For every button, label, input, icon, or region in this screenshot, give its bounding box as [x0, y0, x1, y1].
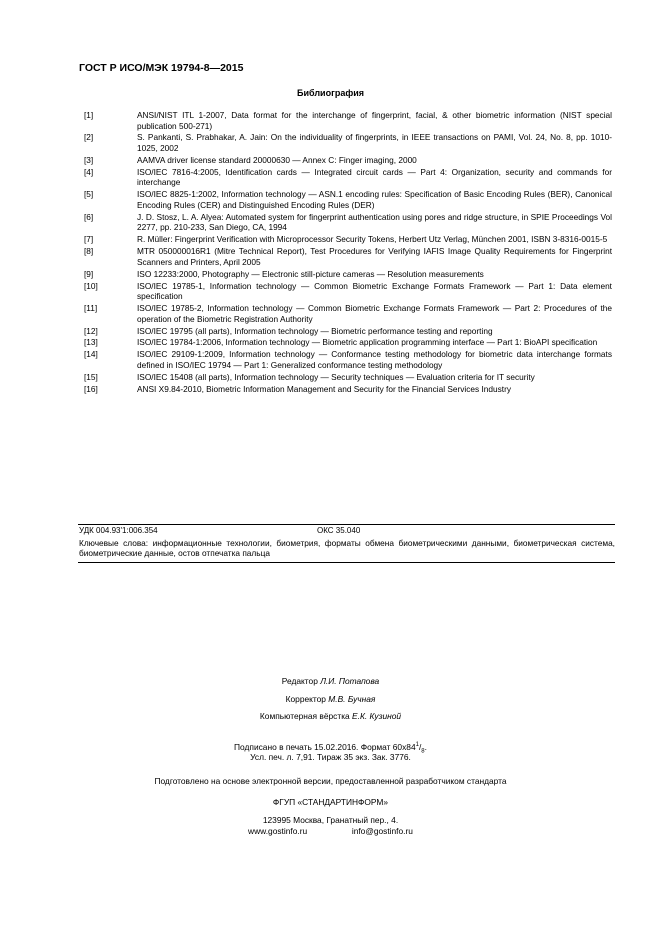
bibliography-entry: [84, 303, 612, 324]
signed-line: Подписано в печать 15.02.2016. Формат $60x84^1/_8$.: [234, 741, 427, 755]
bibliography-list: [84, 110, 612, 396]
entry-text: ISO/IEC 7816-4:2005, Identification cards — Integrated circuit cards — Part 4: Organization, security and commands for interchange: [137, 166, 612, 188]
bibliography-entry: [84, 349, 612, 370]
entry-number: [1]: [84, 110, 94, 120]
entry-text: J. D. Stosz, L. A. Alyea: Automated system for fingerprint authentication using pores and ridge structure, in SPIE Proceedings Vol 2277, pp. 210-233, San Diego, CA, 1994: [137, 211, 612, 233]
layout-name: Е.К. Кузиной: [352, 711, 402, 721]
address: 123995 Москва, Гранатный пер., 4.: [262, 815, 399, 825]
entry-text: ISO 12233:2000, Photography — Electronic still-picture cameras — Resolution measurements: [137, 268, 484, 279]
entry-number: [7]: [84, 234, 94, 245]
entry-number: [14]: [84, 349, 98, 360]
entry-text: ISO/IEC 19785-2, Information technology — Common Biometric Exchange Formats Framework — Part 2: Procedures of the operation of the Biometric Registration Authority: [137, 303, 612, 324]
format-sup: 1: [415, 742, 419, 748]
udk-code: УДК 004.93'1:006.354: [79, 526, 158, 535]
entry-number: [5]: [84, 189, 94, 200]
entry-number: [9]: [84, 268, 94, 279]
layout-line: [0, 711, 661, 722]
divider-bottom: [78, 562, 615, 563]
bibliography-entry: [84, 372, 612, 383]
format-sub: 8: [421, 748, 425, 755]
entry-number: [11]: [84, 303, 98, 314]
contacts-line: [0, 826, 661, 837]
oks-code: ОКС 35.040: [317, 526, 361, 535]
entry-text: ISO/IEC 8825-1:2002, Information technology — ASN.1 encoding rules: Specification of Basic Encoding Rules (BER), Canonical Encoding Rules (CER) and Distinguished Encoding Rules (DER): [137, 189, 612, 210]
entry-text: ISO/IEC 19795 (all parts), Information technology — Biometric performance testing and reporting: [137, 325, 493, 336]
entry-number: [6]: [84, 211, 94, 222]
signed-text: Подписано в печать 15.02.2016. Формат 60x84: [234, 741, 416, 752]
bibliography-entry: [84, 246, 612, 267]
bibliography-entry: [84, 155, 612, 166]
email-link[interactable]: info@gostinfo.ru: [351, 826, 413, 836]
editor-label: Редактор: [281, 676, 318, 686]
entry-number: [8]: [84, 246, 94, 257]
entry-text: ISO/IEC 19784-1:2006, Information technology — Biometric application programming interface — Part 1: BioAPI specification: [137, 337, 598, 348]
entry-number: [3]: [84, 154, 94, 165]
bibliography-entry: [84, 132, 612, 153]
entry-number: [16]: [84, 383, 98, 394]
bibliography-entry: [84, 212, 612, 233]
entry-number: [15]: [84, 371, 98, 382]
entry-number: [2]: [84, 132, 94, 143]
editor-name: Л.И. Потапова: [320, 676, 380, 686]
bibliography-title: Библиография: [297, 88, 364, 98]
bibliography-entry: [84, 167, 612, 188]
bibliography-entry: [84, 110, 612, 131]
entry-text: AAMVA driver license standard 20000630 — Annex C: Finger imaging, 2000: [137, 154, 417, 165]
entry-number: [12]: [84, 325, 98, 336]
entry-text: ISO/IEC 19785-1, Information technology — Common Biometric Exchange Formats Framework — Part 1: Data element specification: [137, 280, 612, 302]
entry-number: [10]: [84, 280, 98, 291]
divider-top: [78, 524, 615, 525]
standard-header: ГОСТ Р ИСО/МЭК 19794-8—2015: [79, 62, 244, 74]
entry-text: S. Pankanti, S. Prabhakar, A. Jain: On the individuality of fingerprints, in IEEE transactions on PAMI, Vol. 24, No. 8, pp. 1010-1025, 2002: [137, 132, 612, 154]
entry-text: ANSI X9.84-2010, Biometric Information Management and Security for the Financial Services Industry: [137, 383, 511, 394]
layout-label: Компьютерная вёрстка: [259, 711, 350, 721]
bibliography-entry: [84, 269, 612, 280]
print-details: Усл. печ. л. 7,91. Тираж 35 экз. Зак. 3776.: [250, 752, 411, 762]
classification-block: [78, 524, 615, 563]
prepared-note: Подготовлено на основе электронной версии, предоставленной разработчиком стандарта: [154, 776, 507, 786]
entry-number: [13]: [84, 337, 98, 348]
entry-text: MTR 050000016R1 (Mitre Technical Report), Test Procedures for Verifying IAFIS Image Quality Requirements for Fingerprint Scanners and Printers, April 2005: [137, 246, 612, 267]
entry-text: ISO/IEC 29109-1:2009, Information technology — Conformance testing methodology for biometric data interchange formats defined in ISO/IEC 19794 — Part 1: Generalized conformance testing methodology: [137, 349, 612, 370]
bibliography-entry: [84, 337, 612, 348]
bibliography-entry: [84, 384, 612, 395]
bibliography-entry: [84, 326, 612, 337]
website-link[interactable]: www.gostinfo.ru: [248, 826, 308, 836]
corrector-line: [0, 694, 661, 705]
bibliography-entry: [84, 189, 612, 210]
publisher: ФГУП «СТАНДАРТИНФОРМ»: [272, 797, 389, 807]
entry-text: R. Müller: Fingerprint Verification with Microprocessor Security Tokens, Herbert Utz Verlag, München 2001, ISBN 3-8316-0015-5: [137, 234, 608, 245]
bibliography-entry: [84, 234, 612, 245]
corrector-label: Корректор: [285, 694, 326, 704]
entry-text: ISO/IEC 15408 (all parts), Information technology — Security techniques — Evaluation criteria for IT security: [137, 371, 535, 382]
bibliography-entry: [84, 281, 612, 302]
entry-text: ANSI/NIST ITL 1-2007, Data format for the interchange of fingerprint, facial, & other biometric information (NIST special publication 500-271): [137, 110, 612, 131]
entry-number: [4]: [84, 166, 94, 177]
editor-line: [0, 676, 661, 687]
classification-codes: [78, 526, 615, 536]
keywords: Ключевые слова: информационные технологии, биометрия, форматы обмена биометрическими данными, биометрическая система, биометрические данные, остов отпечатка пальца: [79, 538, 615, 559]
corrector-name: М.В. Бучная: [328, 694, 376, 704]
